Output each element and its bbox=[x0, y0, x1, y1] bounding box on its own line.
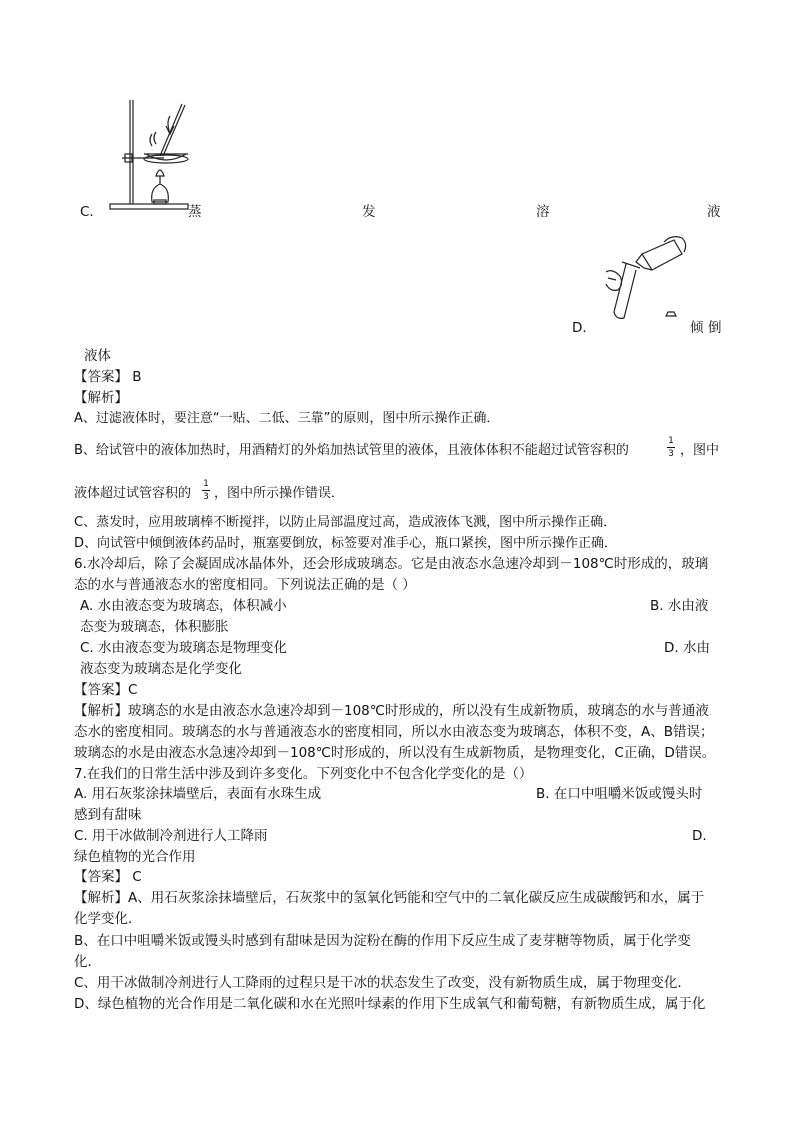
q7-answer: 【答案】 C bbox=[74, 869, 142, 885]
option-c-word-1: 蒸 bbox=[188, 204, 202, 220]
q7-exp-3: B、在口中咀嚼米饭或馒头时感到有甜味是因为淀粉在酶的作用下反应生成了麦芽糖等物质，属于化学变 bbox=[74, 933, 691, 949]
q6-option-c: C. 水由液态变为玻璃态是物理变化 bbox=[80, 640, 288, 656]
q7-option-b-tail: 感到有甜味 bbox=[74, 807, 142, 823]
q5-answer: 【答案】 B bbox=[74, 369, 142, 385]
pouring-liquid-figure bbox=[602, 232, 688, 322]
evaporation-apparatus-figure bbox=[108, 96, 218, 216]
option-d-word-1: 倾 bbox=[690, 320, 704, 336]
q6-exp-3: 玻璃态的水是由液态水急速冷却到－108℃时形成的，所以没有生成新物质，是物理变化，C正确，D错误。 bbox=[74, 745, 716, 761]
q7-exp-6: D、绿色植物的光合作用是二氧化碳和水在光照叶绿素的作用下生成氧气和葡萄糖，有新物质生成，属于化 bbox=[74, 996, 706, 1012]
q5-analysis-title: 【解析】 bbox=[74, 390, 128, 406]
q6-option-b: B. 水由液 bbox=[650, 598, 709, 614]
q7-option-b: B. 在口中咀嚼米饭或馒头时 bbox=[536, 786, 703, 802]
q5-line-a: A、过滤液体时，要注意“一贴、二低、三靠”的原则，图中所示操作正确． bbox=[74, 411, 500, 426]
option-c-word-3: 溶 bbox=[536, 204, 550, 220]
fraction-one-third-2: 1 3 bbox=[203, 479, 209, 502]
q7-exp-5: C、用干冰做制冷剂进行人工降雨的过程只是干冰的状态发生了改变，没有新物质生成，属于物理变化． bbox=[74, 975, 691, 991]
q7-option-c: C. 用干冰做制冷剂进行人工降雨 bbox=[74, 828, 268, 844]
q6-stem-1: 6.水冷却后，除了会凝固成冰晶体外，还会形成玻璃态。它是由液态水急速冷却到－108℃时形成的，玻璃 bbox=[74, 556, 709, 572]
option-d-word-2: 倒 bbox=[708, 320, 722, 336]
q5-line-b: B、给试管中的液体加热时，用酒精灯的外焰加热试管里的液体，且液体体积不能超过试管容积的 bbox=[74, 443, 629, 458]
q6-stem-2: 态的水与普通液态水的密度相同。下列说法正确的是（ ） bbox=[74, 577, 416, 593]
q6-option-d-tail: 液态变为玻璃态是化学变化 bbox=[80, 661, 242, 677]
q5-line-b2: 液体超过试管容积的 bbox=[74, 486, 192, 501]
q7-stem: 7.在我们的日常生活中涉及到许多变化。下列变化中不包含化学变化的是（） bbox=[74, 766, 533, 782]
q5-line-b2-tail: ，图中所示操作错误． bbox=[214, 486, 345, 501]
q6-answer: 【答案】C bbox=[74, 682, 138, 698]
q6-option-a: A. 水由液态变为玻璃态，体积减小 bbox=[80, 598, 287, 614]
q6-exp-2: 态水的密度相同。玻璃态的水与普通液态水的密度相同，所以水由液态变为玻璃态，体积不变，A、B错误； bbox=[74, 724, 714, 740]
option-c-label: C. bbox=[80, 204, 94, 220]
q7-option-a: A. 用石灰浆涂抹墙壁后，表面有水珠生成 bbox=[74, 786, 322, 802]
option-d-label: D. bbox=[572, 320, 587, 336]
q7-exp-2: 化学变化． bbox=[74, 911, 142, 927]
option-c-word-2: 发 bbox=[362, 204, 376, 220]
option-c-word-4: 液 bbox=[707, 204, 721, 220]
q5-line-b-tail: ，图中 bbox=[680, 443, 720, 458]
q6-option-d: D. 水由 bbox=[664, 640, 710, 656]
q5-line-d: D、向试管中倾倒液体药品时，瓶塞要倒放，标签要对准手心，瓶口紧挨，图中所示操作正确． bbox=[74, 536, 618, 551]
q7-option-d: D. bbox=[692, 828, 707, 844]
q7-option-d-tail: 绿色植物的光合作用 bbox=[74, 849, 196, 865]
option-d-tail: 液体 bbox=[84, 348, 111, 364]
q7-exp-1: 【解析】A、用石灰浆涂抹墙壁后，石灰浆中的氢氧化钙能和空气中的二氧化碳反应生成碳酸钙和水，属于 bbox=[74, 890, 705, 906]
q5-line-c: C、蒸发时，应用玻璃棒不断搅拌，以防止局部温度过高，造成液体飞溅，图中所示操作正确． bbox=[74, 515, 617, 530]
q6-option-b-tail: 态变为玻璃态，体积膨胀 bbox=[80, 619, 229, 635]
q6-exp-1: 【解析】玻璃态的水是由液态水急速冷却到－108℃时形成的，所以没有生成新物质，玻璃态的水与普通液 bbox=[74, 703, 709, 719]
fraction-one-third: 1 3 bbox=[668, 436, 674, 459]
q7-exp-4: 化． bbox=[74, 954, 101, 970]
